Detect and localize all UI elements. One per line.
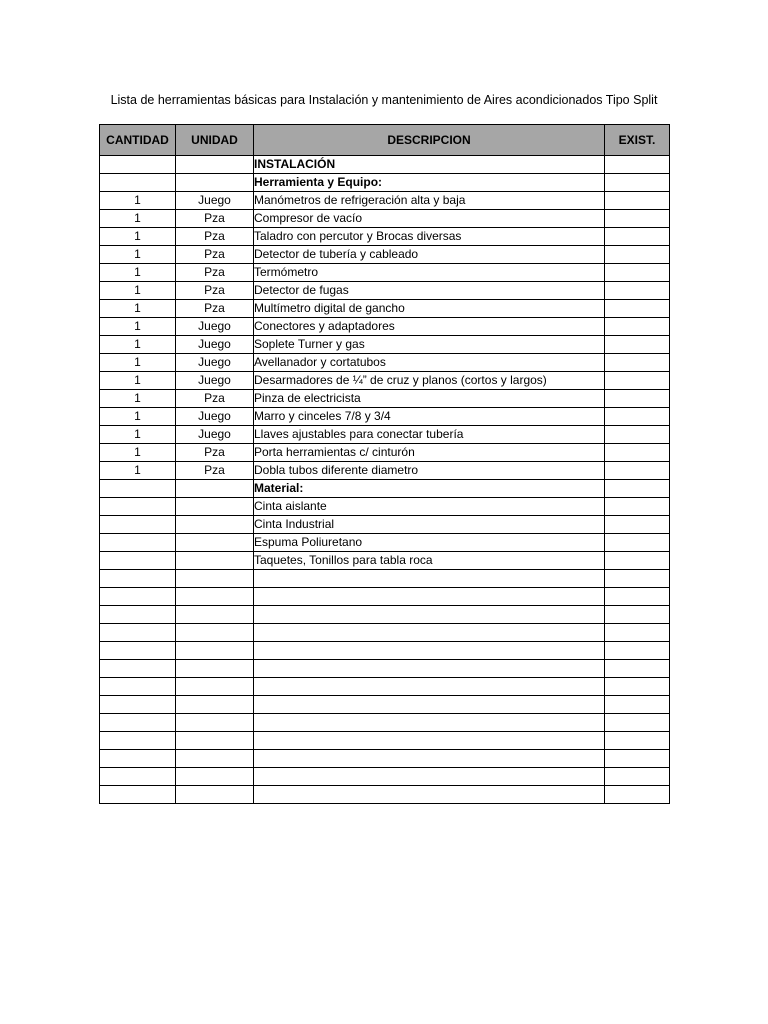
unit-cell	[176, 498, 254, 516]
unit-cell	[176, 732, 254, 750]
description-cell	[254, 714, 605, 732]
exist-cell	[605, 606, 670, 624]
exist-cell	[605, 210, 670, 228]
table-row	[100, 336, 670, 354]
table-row	[100, 606, 670, 624]
quantity-cell	[100, 606, 176, 624]
description-cell	[254, 624, 605, 642]
quantity-cell	[100, 732, 176, 750]
description-cell: Cinta aislante	[254, 498, 605, 516]
unit-cell	[176, 552, 254, 570]
quantity-cell	[100, 696, 176, 714]
quantity-cell	[100, 534, 176, 552]
table-row	[100, 750, 670, 768]
exist-cell	[605, 390, 670, 408]
exist-cell	[605, 678, 670, 696]
table-row	[100, 552, 670, 570]
unit-cell	[176, 174, 254, 192]
exist-cell	[605, 192, 670, 210]
unit-cell: Pza	[176, 210, 254, 228]
description-cell: INSTALACIÓN	[254, 156, 605, 174]
exist-cell	[605, 534, 670, 552]
exist-cell	[605, 426, 670, 444]
unit-cell	[176, 750, 254, 768]
description-cell: Porta herramientas c/ cinturón	[254, 444, 605, 462]
description-cell: Taquetes, Tonillos para tabla roca	[254, 552, 605, 570]
description-cell: Desarmadores de ¼” de cruz y planos (cortos y largos)	[254, 372, 605, 390]
table-row	[100, 696, 670, 714]
quantity-cell: 1	[100, 336, 176, 354]
exist-cell	[605, 660, 670, 678]
exist-cell	[605, 732, 670, 750]
table-row	[100, 642, 670, 660]
header-unidad: UNIDAD	[176, 125, 254, 156]
quantity-cell	[100, 480, 176, 498]
quantity-cell	[100, 786, 176, 804]
table-row	[100, 372, 670, 390]
unit-cell: Pza	[176, 228, 254, 246]
quantity-cell: 1	[100, 444, 176, 462]
unit-cell: Juego	[176, 408, 254, 426]
quantity-cell: 1	[100, 354, 176, 372]
description-cell: Dobla tubos diferente diametro	[254, 462, 605, 480]
unit-cell	[176, 768, 254, 786]
exist-cell	[605, 372, 670, 390]
description-cell: Detector de fugas	[254, 282, 605, 300]
table-row	[100, 228, 670, 246]
description-cell: Compresor de vacío	[254, 210, 605, 228]
exist-cell	[605, 354, 670, 372]
table-row	[100, 480, 670, 498]
description-cell: Avellanador y cortatubos	[254, 354, 605, 372]
table-row	[100, 516, 670, 534]
table-row	[100, 192, 670, 210]
table-row	[100, 732, 670, 750]
quantity-cell: 1	[100, 426, 176, 444]
quantity-cell: 1	[100, 192, 176, 210]
table-row	[100, 678, 670, 696]
description-cell	[254, 678, 605, 696]
unit-cell: Pza	[176, 300, 254, 318]
exist-cell	[605, 318, 670, 336]
quantity-cell: 1	[100, 264, 176, 282]
description-cell: Marro y cinceles 7/8 y 3/4	[254, 408, 605, 426]
table-row	[100, 462, 670, 480]
unit-cell: Juego	[176, 318, 254, 336]
quantity-cell	[100, 750, 176, 768]
table-row	[100, 408, 670, 426]
quantity-cell: 1	[100, 462, 176, 480]
exist-cell	[605, 768, 670, 786]
unit-cell: Juego	[176, 354, 254, 372]
description-cell: Material:	[254, 480, 605, 498]
description-cell: Termómetro	[254, 264, 605, 282]
description-cell	[254, 750, 605, 768]
description-cell: Herramienta y Equipo:	[254, 174, 605, 192]
quantity-cell: 1	[100, 228, 176, 246]
unit-cell	[176, 516, 254, 534]
unit-cell	[176, 606, 254, 624]
table-row	[100, 768, 670, 786]
exist-cell	[605, 462, 670, 480]
table-row	[100, 300, 670, 318]
document-title: Lista de herramientas básicas para Instalación y mantenimiento de Aires acondicionados Tipo Split	[110, 93, 658, 107]
exist-cell	[605, 588, 670, 606]
unit-cell	[176, 534, 254, 552]
unit-cell	[176, 588, 254, 606]
table-row	[100, 318, 670, 336]
table-row	[100, 444, 670, 462]
quantity-cell	[100, 516, 176, 534]
exist-cell	[605, 516, 670, 534]
unit-cell	[176, 696, 254, 714]
exist-cell	[605, 570, 670, 588]
table-row	[100, 156, 670, 174]
exist-cell	[605, 408, 670, 426]
table-row	[100, 390, 670, 408]
tools-table	[99, 124, 670, 804]
unit-cell	[176, 624, 254, 642]
table-row	[100, 174, 670, 192]
exist-cell	[605, 552, 670, 570]
table-body	[100, 156, 670, 804]
unit-cell	[176, 660, 254, 678]
unit-cell: Juego	[176, 426, 254, 444]
quantity-cell	[100, 642, 176, 660]
description-cell	[254, 786, 605, 804]
description-cell	[254, 606, 605, 624]
unit-cell: Pza	[176, 282, 254, 300]
table-row	[100, 624, 670, 642]
exist-cell	[605, 264, 670, 282]
table-row	[100, 786, 670, 804]
quantity-cell: 1	[100, 282, 176, 300]
quantity-cell	[100, 174, 176, 192]
exist-cell	[605, 480, 670, 498]
unit-cell: Pza	[176, 444, 254, 462]
quantity-cell	[100, 588, 176, 606]
unit-cell: Juego	[176, 372, 254, 390]
table-row	[100, 588, 670, 606]
description-cell	[254, 768, 605, 786]
description-cell	[254, 588, 605, 606]
exist-cell	[605, 156, 670, 174]
quantity-cell	[100, 768, 176, 786]
unit-cell	[176, 642, 254, 660]
unit-cell: Juego	[176, 192, 254, 210]
description-cell	[254, 570, 605, 588]
quantity-cell	[100, 570, 176, 588]
unit-cell	[176, 480, 254, 498]
exist-cell	[605, 642, 670, 660]
exist-cell	[605, 696, 670, 714]
unit-cell	[176, 786, 254, 804]
quantity-cell	[100, 498, 176, 516]
description-cell: Cinta Industrial	[254, 516, 605, 534]
description-cell: Detector de tubería y cableado	[254, 246, 605, 264]
table-header-row	[100, 125, 670, 156]
exist-cell	[605, 624, 670, 642]
unit-cell: Pza	[176, 246, 254, 264]
quantity-cell: 1	[100, 246, 176, 264]
header-cantidad: CANTIDAD	[100, 125, 176, 156]
description-cell	[254, 696, 605, 714]
quantity-cell: 1	[100, 408, 176, 426]
exist-cell	[605, 750, 670, 768]
quantity-cell	[100, 156, 176, 174]
exist-cell	[605, 786, 670, 804]
description-cell: Manómetros de refrigeración alta y baja	[254, 192, 605, 210]
table-row	[100, 498, 670, 516]
table-row	[100, 660, 670, 678]
quantity-cell	[100, 678, 176, 696]
quantity-cell	[100, 552, 176, 570]
table-row	[100, 282, 670, 300]
unit-cell	[176, 714, 254, 732]
exist-cell	[605, 300, 670, 318]
description-cell: Soplete Turner y gas	[254, 336, 605, 354]
table-row	[100, 570, 670, 588]
quantity-cell	[100, 624, 176, 642]
table-row	[100, 354, 670, 372]
description-cell: Espuma Poliuretano	[254, 534, 605, 552]
unit-cell	[176, 678, 254, 696]
unit-cell: Juego	[176, 336, 254, 354]
description-cell: Taladro con percutor y Brocas diversas	[254, 228, 605, 246]
unit-cell	[176, 156, 254, 174]
exist-cell	[605, 174, 670, 192]
description-cell	[254, 732, 605, 750]
quantity-cell: 1	[100, 210, 176, 228]
description-cell: Conectores y adaptadores	[254, 318, 605, 336]
unit-cell: Pza	[176, 390, 254, 408]
table-row	[100, 714, 670, 732]
table-row	[100, 426, 670, 444]
table-row	[100, 264, 670, 282]
quantity-cell	[100, 660, 176, 678]
unit-cell: Pza	[176, 264, 254, 282]
description-cell: Llaves ajustables para conectar tubería	[254, 426, 605, 444]
quantity-cell: 1	[100, 372, 176, 390]
quantity-cell: 1	[100, 318, 176, 336]
quantity-cell: 1	[100, 390, 176, 408]
description-cell	[254, 642, 605, 660]
unit-cell: Pza	[176, 462, 254, 480]
exist-cell	[605, 246, 670, 264]
exist-cell	[605, 714, 670, 732]
quantity-cell	[100, 714, 176, 732]
exist-cell	[605, 228, 670, 246]
exist-cell	[605, 336, 670, 354]
description-cell: Multímetro digital de gancho	[254, 300, 605, 318]
exist-cell	[605, 498, 670, 516]
header-descripcion: DESCRIPCION	[254, 125, 605, 156]
exist-cell	[605, 282, 670, 300]
table-row	[100, 246, 670, 264]
quantity-cell: 1	[100, 300, 176, 318]
table-row	[100, 534, 670, 552]
description-cell: Pinza de electricista	[254, 390, 605, 408]
exist-cell	[605, 444, 670, 462]
description-cell	[254, 660, 605, 678]
header-exist: EXIST.	[605, 125, 670, 156]
table-row	[100, 210, 670, 228]
unit-cell	[176, 570, 254, 588]
